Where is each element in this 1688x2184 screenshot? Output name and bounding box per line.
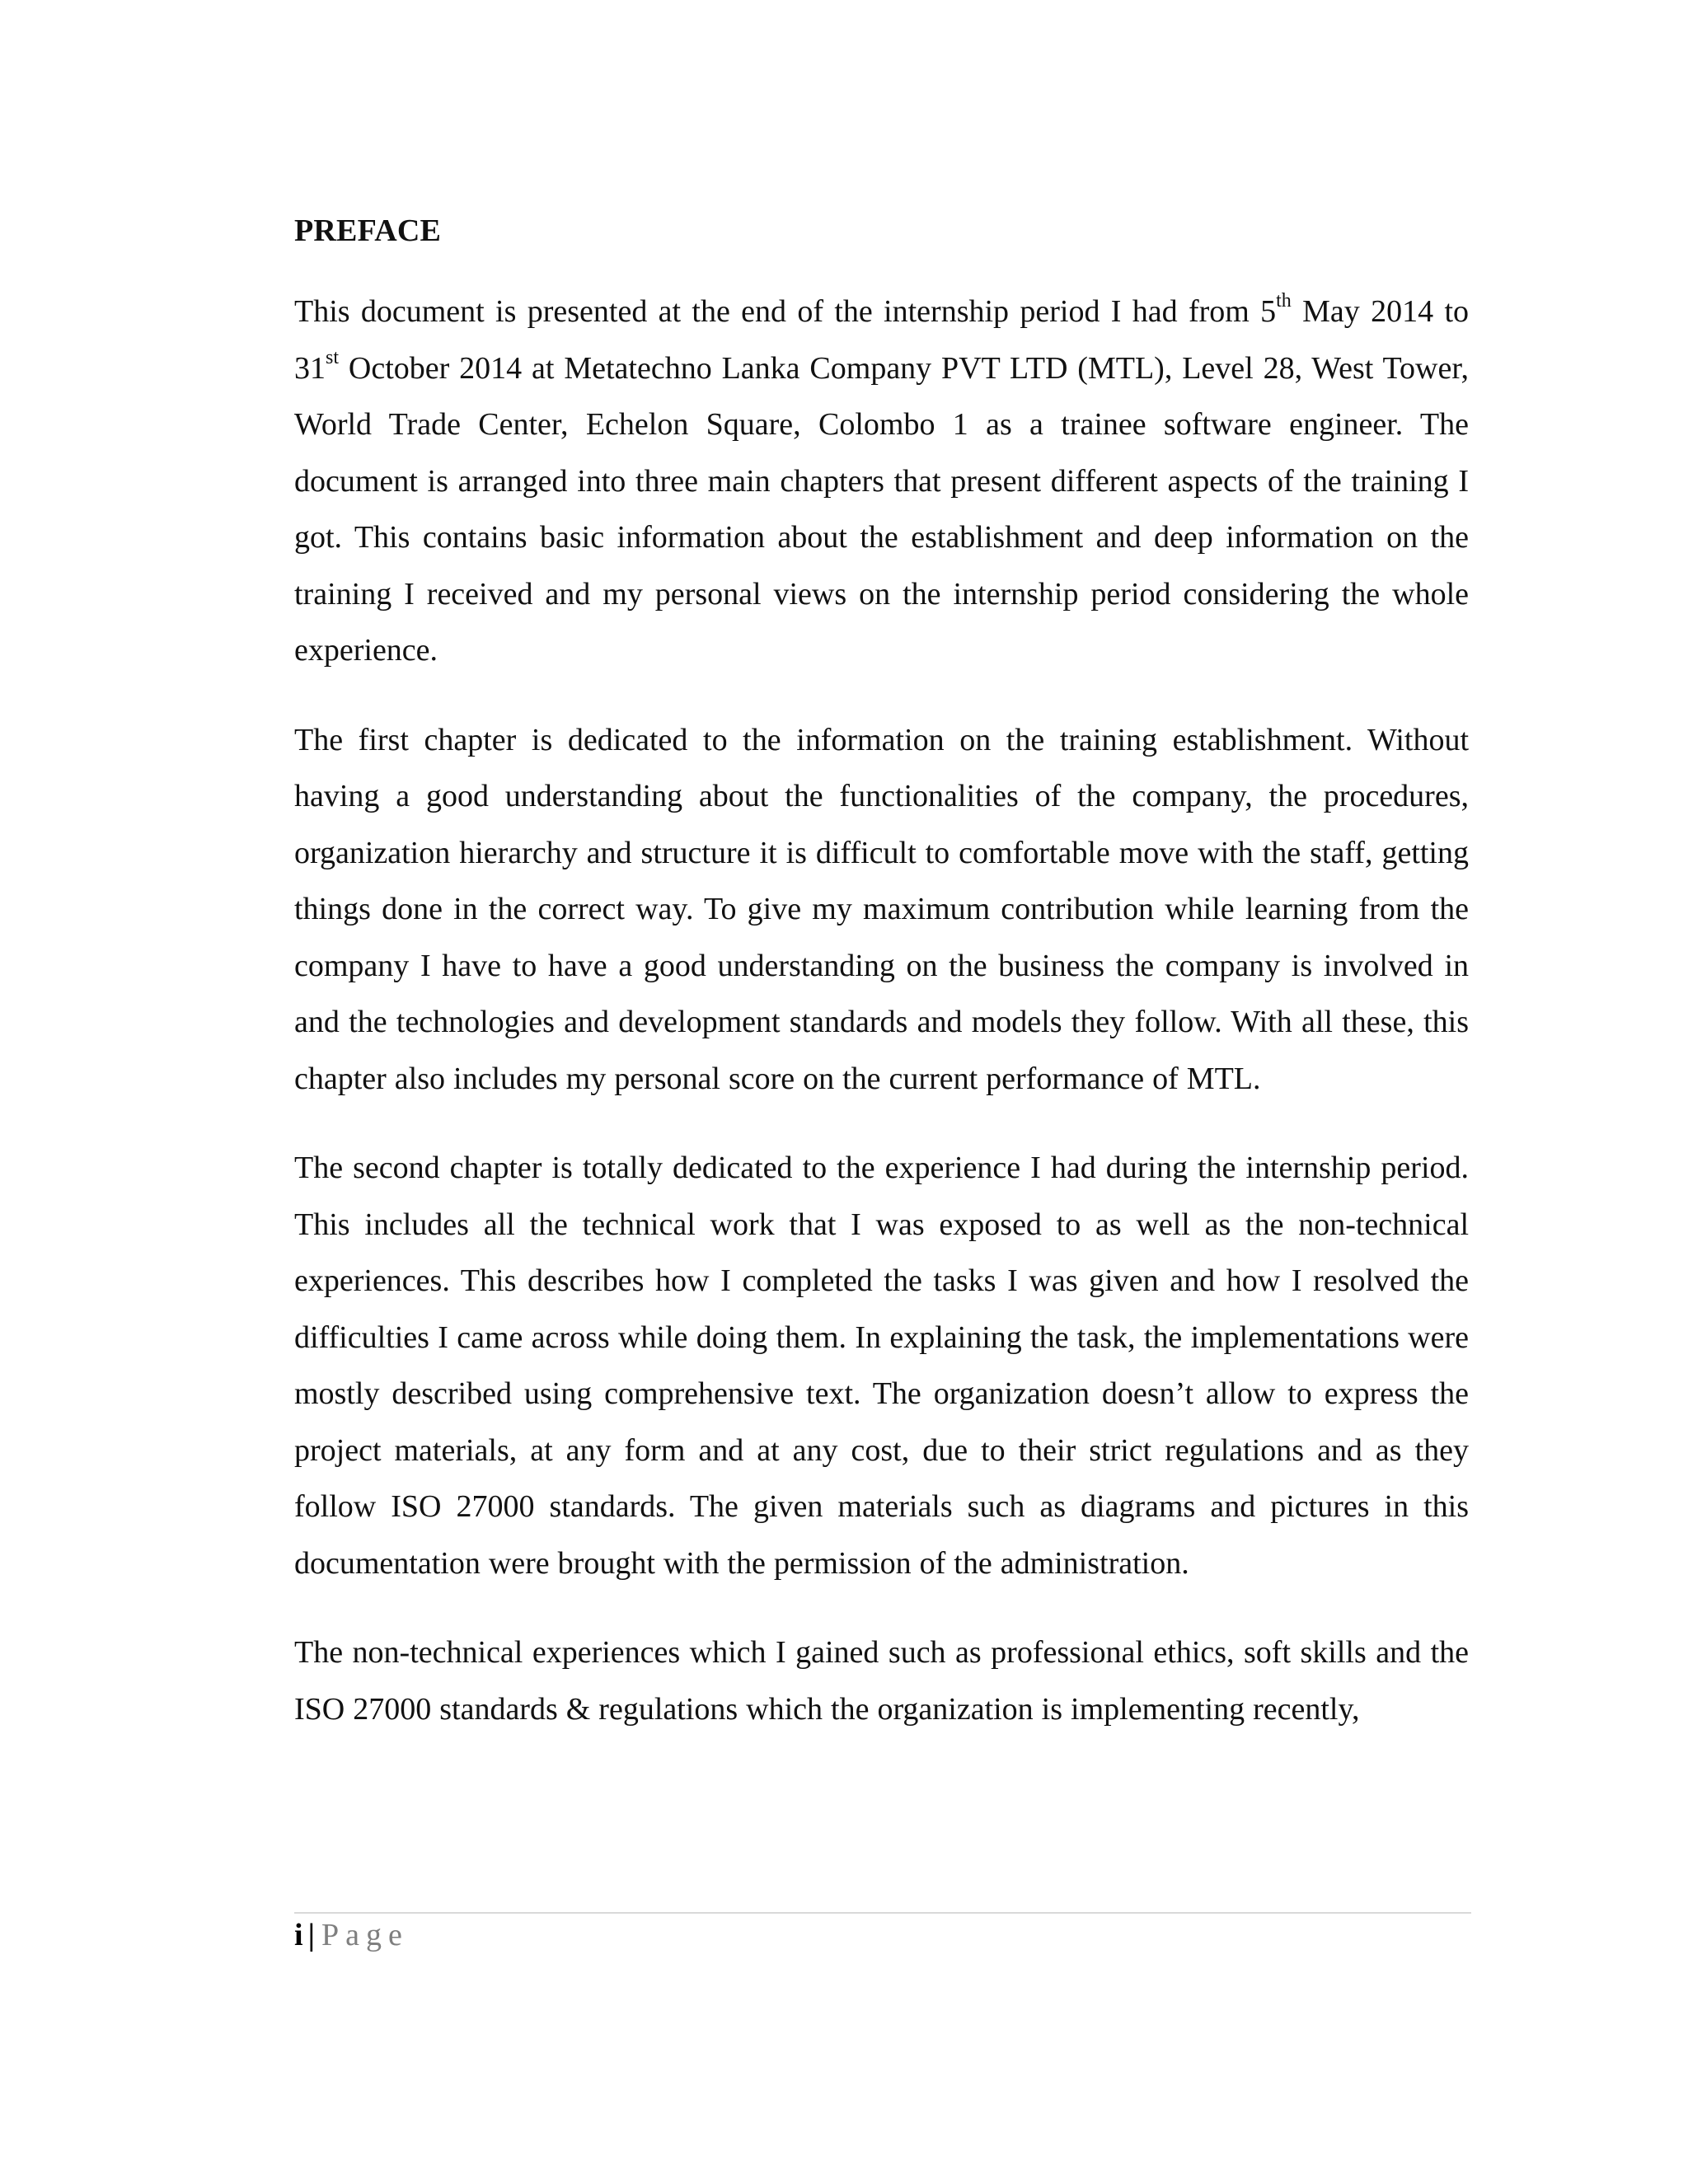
page-footer <box>294 1914 409 1957</box>
paragraph-intro-text-2: May 2014 to 31 <box>294 294 1469 386</box>
page-content <box>294 206 1469 1770</box>
paragraph-chapter-one: The first chapter is dedicated to the information on the training establishment. Without having a good understanding about the functionalities of the company, the procedures, organization hierarchy and structure it is difficult to comfortable move with the staff, getting things done in the correct way. To give my maximum contribution while learning from the company I have to have a good understanding on the business the company is involved in and the technologies and development standards and models they follow. With all these, this chapter also includes my personal score on the current performance of MTL. <box>294 722 1469 1096</box>
ordinal-suffix-th: th <box>1276 290 1292 312</box>
footer-separator: | <box>307 1918 315 1952</box>
paragraph-intro <box>294 284 1469 679</box>
footer-divider <box>294 1912 1471 1914</box>
paragraph-chapter-two: The second chapter is totally dedicated to the experience I had during the internship period. This includes all the technical work that I was exposed to as well as the non-technical experiences. This describes how I completed the tasks I was given and how I resolved the difficulties I came across while doing them. In explaining the task, the implementations were mostly described using comprehensive text. The organization doesn’t allow to express the project materials, at any form and at any cost, due to their strict regulations and as they follow ISO 27000 standards. The given materials such as diagrams and pictures in this documentation were brought with the permission of the administration. <box>294 1151 1469 1581</box>
footer-page-label: Page <box>321 1918 409 1952</box>
paragraph-intro-text-3: October 2014 at Metatechno Lanka Company PVT LTD (MTL), Level 28, West Tower, World Trade Center, Echelon Square, Colombo 1 as a trainee software engineer. The document is arranged into three main chapters that present different aspects of the training I got. This contains basic information about the establishment and deep information on the training I received and my personal views on the internship period considering the whole experience. <box>294 350 1469 668</box>
page-number: i <box>294 1918 303 1952</box>
ordinal-suffix-st: st <box>326 346 340 368</box>
paragraph-non-technical: The non-technical experiences which I gained such as professional ethics, soft skills and the ISO 27000 standards & regulations which the organization is implementing recently, <box>294 1635 1469 1727</box>
paragraph-intro-text-1: This document is presented at the end of the internship period I had from 5 <box>294 294 1277 329</box>
page-title: PREFACE <box>294 213 442 248</box>
